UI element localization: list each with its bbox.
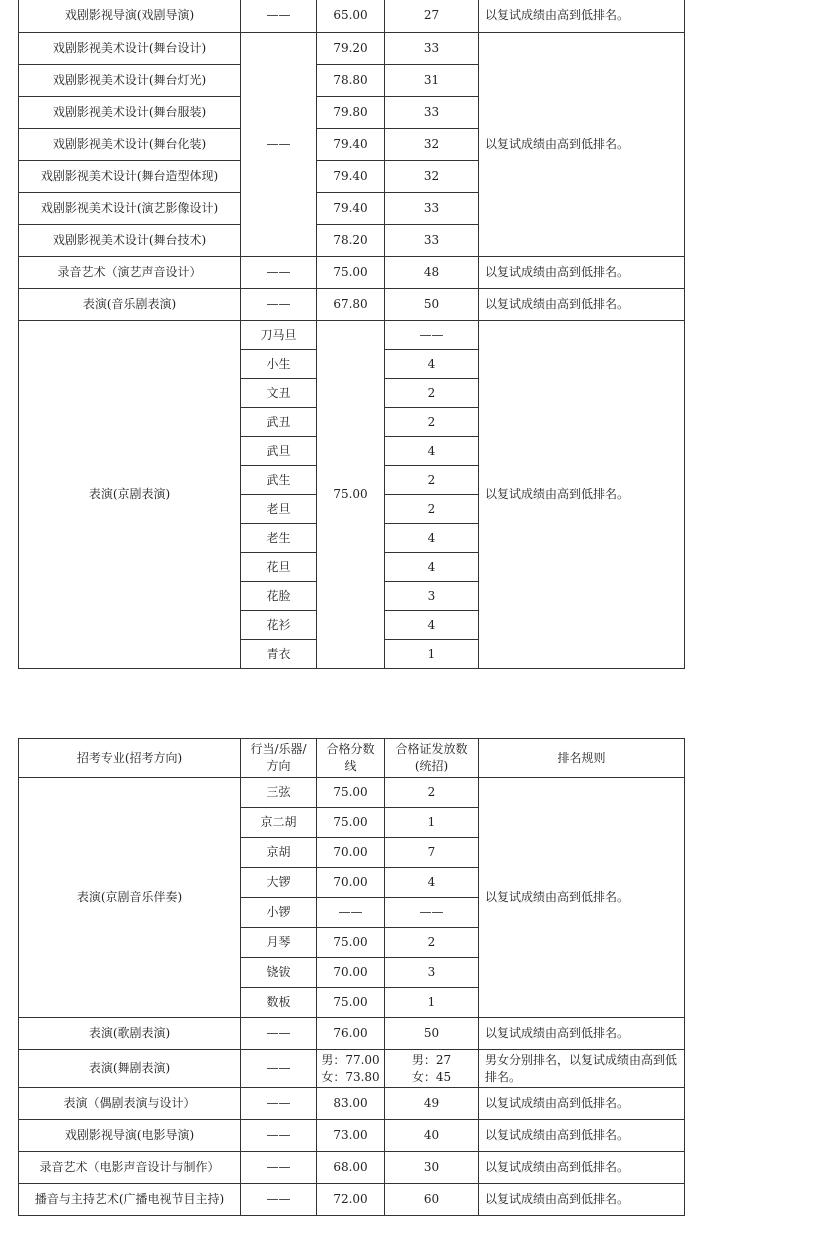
rule-cell: 以复试成绩由高到低排名。 xyxy=(479,1152,685,1184)
rule-cell: 以复试成绩由高到低排名。 xyxy=(479,33,685,257)
major-cell: 戏剧影视美术设计(舞台设计) xyxy=(19,33,241,65)
rule-cell: 以复试成绩由高到低排名。 xyxy=(479,1184,685,1216)
score-cell: 78.80 xyxy=(317,65,385,97)
rule-cell: 以复试成绩由高到低排名。 xyxy=(479,0,685,33)
score-cell: 70.00 xyxy=(317,868,385,898)
role-cell: 老生 xyxy=(241,524,317,553)
role-cell: 京胡 xyxy=(241,838,317,868)
score-cell: 78.20 xyxy=(317,225,385,257)
role-cell: —— xyxy=(241,1018,317,1050)
table-row xyxy=(19,1152,685,1184)
major-cell: 表演(京剧表演) xyxy=(19,321,241,669)
count-cell: 40 xyxy=(385,1120,479,1152)
role-cell: —— xyxy=(241,289,317,321)
count-cell: 2 xyxy=(385,379,479,408)
table-row xyxy=(19,1088,685,1120)
count-cell: 2 xyxy=(385,778,479,808)
major-cell: 录音艺术（演艺声音设计） xyxy=(19,257,241,289)
count-cell: 27 xyxy=(385,0,479,33)
role-cell: 武生 xyxy=(241,466,317,495)
count-male: 男：27 xyxy=(411,1052,452,1067)
table-row xyxy=(19,778,685,808)
count-cell: 3 xyxy=(385,582,479,611)
header-score xyxy=(317,739,385,778)
rule-cell: 以复试成绩由高到低排名。 xyxy=(479,1120,685,1152)
rule-line1: 男女分别排名，以复试成绩由高到低 xyxy=(485,1052,678,1067)
score-female: 女：73.80 xyxy=(321,1069,380,1084)
count-cell: 4 xyxy=(385,524,479,553)
count-cell: 33 xyxy=(385,97,479,129)
table-row xyxy=(19,1184,685,1216)
score-cell: 65.00 xyxy=(317,0,385,33)
role-cell: 花脸 xyxy=(241,582,317,611)
major-cell: 表演（偶剧表演与设计） xyxy=(19,1088,241,1120)
role-cell: 小锣 xyxy=(241,898,317,928)
header-role-line2: 方向 xyxy=(266,759,291,773)
score-cell: 75.00 xyxy=(317,808,385,838)
header-rule: 排名规则 xyxy=(479,739,685,778)
role-cell: 花旦 xyxy=(241,553,317,582)
count-cell: 48 xyxy=(385,257,479,289)
count-cell xyxy=(385,1050,479,1088)
table-row xyxy=(19,257,685,289)
header-count-line2: (统招) xyxy=(414,759,449,773)
role-cell: 小生 xyxy=(241,350,317,379)
header-role-line1: 行当/乐器/ xyxy=(250,742,307,756)
header-score-line1: 合格分数 xyxy=(326,742,375,756)
role-cell: —— xyxy=(241,1184,317,1216)
role-cell: 月琴 xyxy=(241,928,317,958)
score-cell: 75.00 xyxy=(317,928,385,958)
score-cell xyxy=(317,1050,385,1088)
count-cell: 60 xyxy=(385,1184,479,1216)
major-cell: 录音艺术（电影声音设计与制作） xyxy=(19,1152,241,1184)
role-cell: —— xyxy=(241,1152,317,1184)
header-count-line1: 合格证发放数 xyxy=(395,742,468,756)
role-cell: —— xyxy=(241,1050,317,1088)
count-cell: 32 xyxy=(385,129,479,161)
header-major: 招考专业(招考方向) xyxy=(19,739,241,778)
rule-cell: 以复试成绩由高到低排名。 xyxy=(479,289,685,321)
score-table-2 xyxy=(18,738,685,1216)
score-cell: 75.00 xyxy=(317,257,385,289)
role-cell: —— xyxy=(241,257,317,289)
score-cell: 76.00 xyxy=(317,1018,385,1050)
score-cell: 68.00 xyxy=(317,1152,385,1184)
score-cell: 75.00 xyxy=(317,321,385,669)
score-cell: 75.00 xyxy=(317,988,385,1018)
rule-cell: 以复试成绩由高到低排名。 xyxy=(479,257,685,289)
count-cell: 31 xyxy=(385,65,479,97)
count-cell: 1 xyxy=(385,640,479,669)
count-cell: 33 xyxy=(385,225,479,257)
score-cell: 79.40 xyxy=(317,129,385,161)
count-cell: 49 xyxy=(385,1088,479,1120)
header-count xyxy=(385,739,479,778)
table-row xyxy=(19,289,685,321)
role-cell: 三弦 xyxy=(241,778,317,808)
count-cell: 2 xyxy=(385,928,479,958)
major-cell: 戏剧影视美术设计(舞台服装) xyxy=(19,97,241,129)
score-male: 男：77.00 xyxy=(321,1052,380,1067)
table-row xyxy=(19,33,685,65)
count-cell: 2 xyxy=(385,408,479,437)
count-cell: 50 xyxy=(385,1018,479,1050)
role-cell: 文丑 xyxy=(241,379,317,408)
count-cell: 3 xyxy=(385,958,479,988)
table-row xyxy=(19,321,685,350)
count-cell: 33 xyxy=(385,33,479,65)
role-cell: 数板 xyxy=(241,988,317,1018)
major-cell: 戏剧影视导演(电影导演) xyxy=(19,1120,241,1152)
rule-cell: 以复试成绩由高到低排名。 xyxy=(479,778,685,1018)
count-cell: 2 xyxy=(385,466,479,495)
rule-cell: 以复试成绩由高到低排名。 xyxy=(479,1018,685,1050)
role-cell: —— xyxy=(241,33,317,257)
role-cell: —— xyxy=(241,0,317,33)
header-score-line2: 线 xyxy=(344,759,357,773)
role-cell: —— xyxy=(241,1120,317,1152)
role-cell: 铙钹 xyxy=(241,958,317,988)
count-cell: 33 xyxy=(385,193,479,225)
header-role xyxy=(241,739,317,778)
role-cell: 京二胡 xyxy=(241,808,317,838)
table-row xyxy=(19,1018,685,1050)
count-cell: 4 xyxy=(385,350,479,379)
score-cell: 83.00 xyxy=(317,1088,385,1120)
major-cell: 戏剧影视美术设计(演艺影像设计) xyxy=(19,193,241,225)
role-cell: 武旦 xyxy=(241,437,317,466)
rule-cell: 以复试成绩由高到低排名。 xyxy=(479,321,685,669)
count-cell: 2 xyxy=(385,495,479,524)
role-cell: 花衫 xyxy=(241,611,317,640)
count-cell: 30 xyxy=(385,1152,479,1184)
score-cell: 75.00 xyxy=(317,778,385,808)
count-cell: 1 xyxy=(385,988,479,1018)
score-cell: 70.00 xyxy=(317,958,385,988)
score-cell: 67.80 xyxy=(317,289,385,321)
role-cell: —— xyxy=(241,1088,317,1120)
major-cell: 表演(京剧音乐伴奏) xyxy=(19,778,241,1018)
table-row xyxy=(19,1120,685,1152)
major-cell: 戏剧影视美术设计(舞台技术) xyxy=(19,225,241,257)
major-cell: 表演(舞剧表演) xyxy=(19,1050,241,1088)
table-row xyxy=(19,1050,685,1088)
role-cell: 武丑 xyxy=(241,408,317,437)
major-cell: 戏剧影视导演(戏剧导演) xyxy=(19,0,241,33)
score-cell: 79.80 xyxy=(317,97,385,129)
count-cell: 32 xyxy=(385,161,479,193)
count-cell: 4 xyxy=(385,437,479,466)
major-cell: 戏剧影视美术设计(舞台化装) xyxy=(19,129,241,161)
rule-cell: 以复试成绩由高到低排名。 xyxy=(479,1088,685,1120)
major-cell: 表演(歌剧表演) xyxy=(19,1018,241,1050)
score-cell: 79.40 xyxy=(317,193,385,225)
count-cell: —— xyxy=(385,898,479,928)
count-cell: —— xyxy=(385,321,479,350)
count-cell: 4 xyxy=(385,553,479,582)
major-cell: 戏剧影视美术设计(舞台灯光) xyxy=(19,65,241,97)
count-female: 女：45 xyxy=(411,1069,452,1084)
major-cell: 播音与主持艺术(广播电视节目主持) xyxy=(19,1184,241,1216)
role-cell: 刀马旦 xyxy=(241,321,317,350)
score-table-1 xyxy=(18,0,685,669)
count-cell: 1 xyxy=(385,808,479,838)
score-cell: 73.00 xyxy=(317,1120,385,1152)
role-cell: 老旦 xyxy=(241,495,317,524)
score-cell: 79.40 xyxy=(317,161,385,193)
score-cell: 70.00 xyxy=(317,838,385,868)
major-cell: 表演(音乐剧表演) xyxy=(19,289,241,321)
score-cell: —— xyxy=(317,898,385,928)
rule-line2: 排名。 xyxy=(485,1069,522,1084)
score-cell: 79.20 xyxy=(317,33,385,65)
score-cell: 72.00 xyxy=(317,1184,385,1216)
table-row xyxy=(19,0,685,33)
count-cell: 4 xyxy=(385,611,479,640)
role-cell: 青衣 xyxy=(241,640,317,669)
header-row xyxy=(19,739,685,778)
role-cell: 大锣 xyxy=(241,868,317,898)
major-cell: 戏剧影视美术设计(舞台造型体现) xyxy=(19,161,241,193)
rule-cell xyxy=(479,1050,685,1088)
count-cell: 7 xyxy=(385,838,479,868)
count-cell: 4 xyxy=(385,868,479,898)
count-cell: 50 xyxy=(385,289,479,321)
